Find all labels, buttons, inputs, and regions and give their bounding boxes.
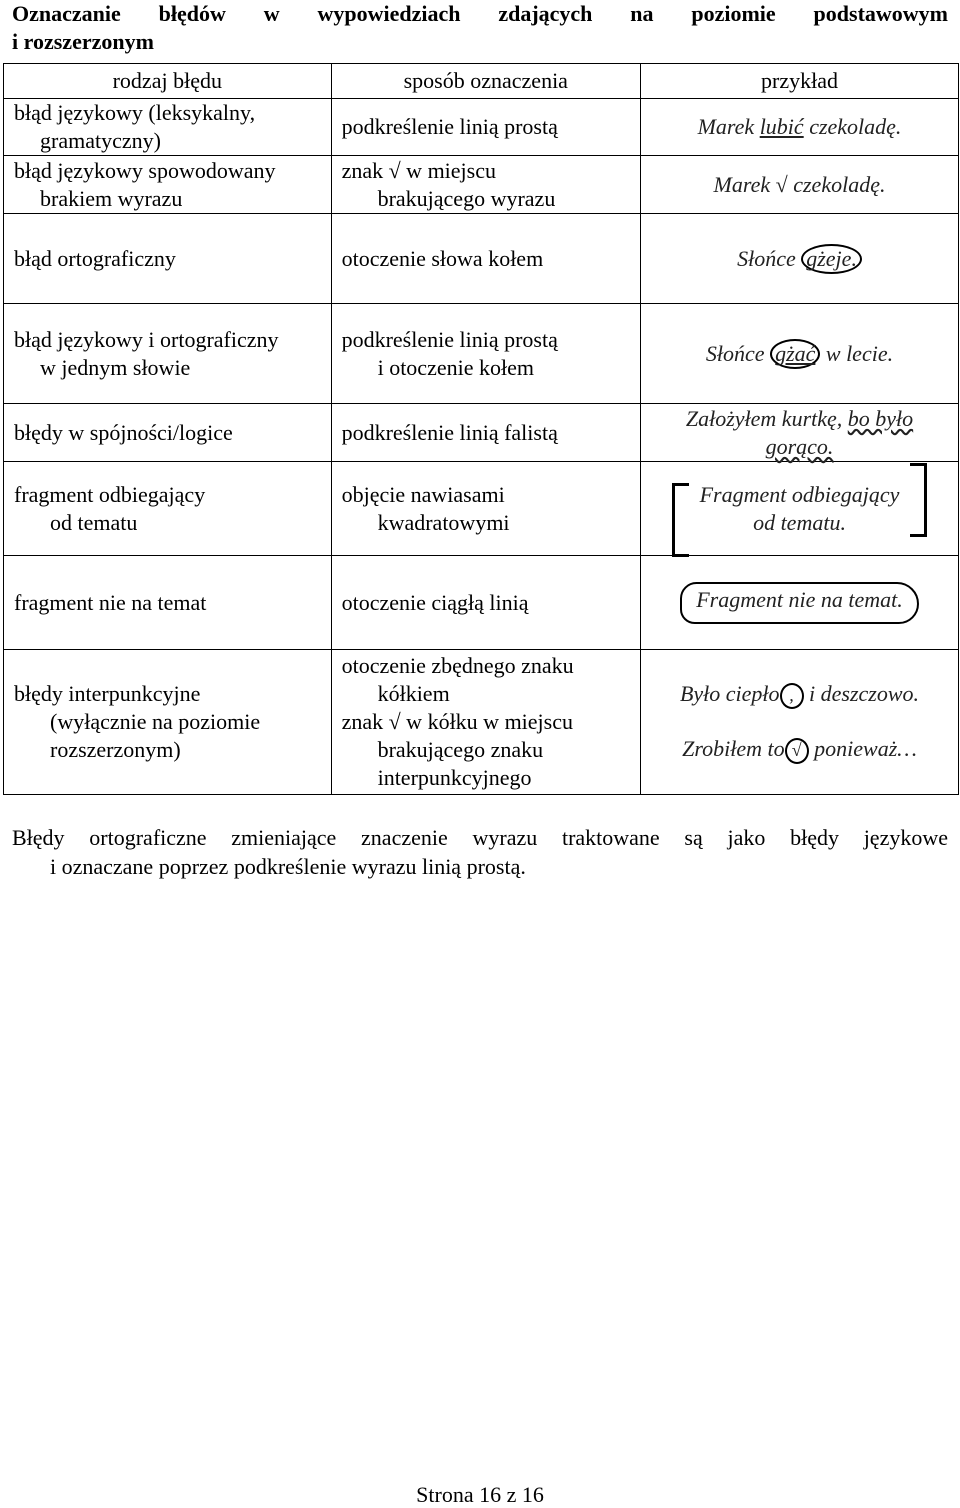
cell-error-type: błąd ortograficzny — [4, 214, 332, 304]
cell-error-type: fragment odbiegający od tematu — [4, 462, 332, 556]
header-marking-method: sposób oznaczenia — [331, 64, 640, 99]
cell-marking-method: objęcie nawiasami kwadratowymi — [331, 462, 640, 556]
page-number: Strona 16 z 16 — [416, 1482, 544, 1507]
cell-example: Słońce gżać w lecie. — [641, 304, 959, 404]
cell-example — [641, 556, 959, 650]
table-row — [4, 556, 959, 650]
right-bracket-icon — [910, 463, 927, 537]
underlined-word: lubić — [759, 114, 804, 139]
table-row — [4, 462, 959, 556]
title-line-1: Oznaczanie błędów w wypowiedziach zdających na poziomie podstawowym — [12, 1, 948, 26]
header-error-type: rodzaj błędu — [4, 64, 332, 99]
left-bracket-icon — [672, 483, 689, 557]
cell-example: Było ciepło , i deszczowo. Zrobiłem to √ ponieważ… — [641, 650, 959, 795]
table-row — [4, 214, 959, 304]
table-row — [4, 304, 959, 404]
cell-error-type: błędy interpunkcyjne (wyłącznie na poziomie rozszerzonym) — [4, 650, 332, 795]
cell-error-type: fragment nie na temat — [4, 556, 332, 650]
error-marking-table — [3, 63, 959, 795]
title-line-2: i rozszerzonym — [12, 29, 154, 54]
cell-example: Słońce gżeje. — [641, 214, 959, 304]
circled-check-icon: √ — [785, 738, 809, 764]
encircled-fragment: Fragment nie na temat. — [680, 582, 919, 624]
cell-marking-method: podkreślenie linią prostą — [331, 99, 640, 156]
table-row — [4, 404, 959, 462]
cell-error-type: błąd językowy i ortograficzny w jednym słowie — [4, 304, 332, 404]
bracketed-fragment: Fragment odbiegający od tematu. — [672, 475, 928, 543]
table-header-row — [4, 64, 959, 99]
cell-example — [641, 462, 959, 556]
cell-marking-method: otoczenie słowa kołem — [331, 214, 640, 304]
circled-word: gżeje. — [801, 244, 862, 274]
cell-example: Założyłem kurtkę, bo było gorąco. — [641, 404, 959, 462]
table-row — [4, 650, 959, 795]
wavy-underlined-text: gorąco. — [765, 433, 834, 459]
cell-marking-method: podkreślenie linią falistą — [331, 404, 640, 462]
table-row — [4, 156, 959, 214]
cell-marking-method: otoczenie zbędnego znaku kółkiem znak √ w kółku w miejscu brakującego znaku interpunkcyjnego — [331, 650, 640, 795]
cell-error-type: błąd językowy spowodowany brakiem wyrazu — [4, 156, 332, 214]
cell-error-type: błędy w spójności/logice — [4, 404, 332, 462]
cell-marking-method: otoczenie ciągłą linią — [331, 556, 640, 650]
cell-example: Marek √ czekoladę. — [641, 156, 959, 214]
cell-marking-method: znak √ w miejscu brakującego wyrazu — [331, 156, 640, 214]
circled-comma: , — [780, 683, 804, 709]
circled-underlined-word: gżać — [770, 339, 820, 369]
cell-example: Marek lubić czekoladę. — [641, 99, 959, 156]
wavy-underlined-text: bo było — [847, 405, 914, 431]
table-row — [4, 99, 959, 156]
footnote-paragraph: Błędy ortograficzne zmieniające znaczenie wyrazu traktowane są jako błędy językowe i oznaczane poprzez podkreślenie wyrazu linią prostą. — [12, 825, 948, 879]
cell-error-type: błąd językowy (leksykalny, gramatyczny) — [4, 99, 332, 156]
cell-marking-method: podkreślenie linią prostą i otoczenie kołem — [331, 304, 640, 404]
header-example: przykład — [641, 64, 959, 99]
page-title — [12, 0, 948, 56]
